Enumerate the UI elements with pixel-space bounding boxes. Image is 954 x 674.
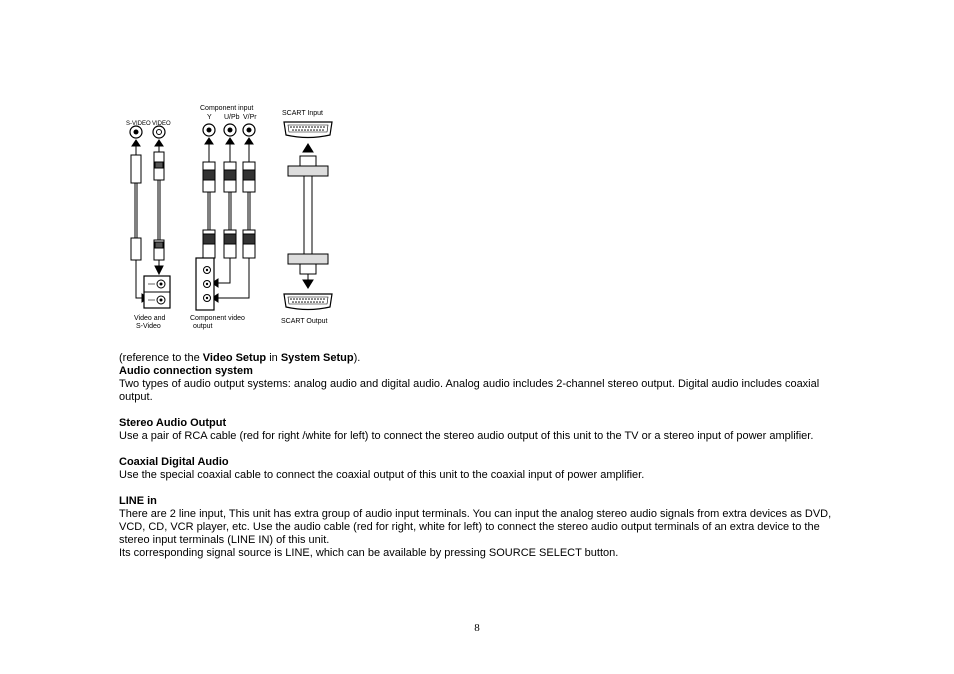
component-pr-jack [243, 124, 255, 136]
svideo-caption: S-Video [136, 323, 161, 330]
system-setup-term: System Setup [280, 352, 354, 364]
component-pr-label: V/Pr [243, 114, 257, 121]
line-in-heading: LINE in [119, 495, 157, 507]
audio-paragraph: Two types of audio output systems: analog audio and digital audio. Analog audio includes 2-channel stereo output. Digital audio includes coaxial output. [119, 378, 820, 403]
reference-suffix: ). [353, 352, 361, 364]
line-in-paragraph: There are 2 line input, This unit has extra group of audio input terminals. You can input the analog stereo audio signals from extra devices as DVD, VCD, CD, VCR player, etc. Use the audio cable (red for right, white for left) to connect the stereo audio output terminals of an extra device to the stereo input terminals (LINE IN) of this unit. [119, 508, 832, 546]
scart-output-connector [284, 294, 332, 310]
coaxial-paragraph: Use the special coaxial cable to connect the coaxial output of this unit to the coaxial input of power amplifier. [119, 469, 645, 481]
video-and-label: Video and [134, 315, 166, 322]
component-video-label: Component video [190, 315, 245, 322]
component-y-label: Y [207, 114, 212, 121]
component-pb-label: U/Pb [224, 114, 240, 121]
scart-input-label: SCART Input [282, 110, 323, 117]
svideo-label: S-VIDEO [126, 121, 151, 127]
component-output-label: output [193, 323, 213, 330]
scart-input-connector [284, 122, 332, 138]
video-cable [154, 140, 164, 274]
scart-output-label: SCART Output [281, 318, 328, 325]
reference-line [119, 352, 839, 365]
stereo-paragraph: Use a pair of RCA cable (red for right /white for left) to connect the stereo audio output of this unit to the TV or a stereo input of power amplifier. [119, 430, 814, 442]
connection-diagram-drawing [118, 100, 358, 340]
video-label: VIDEO [152, 121, 171, 127]
coaxial-heading: Coaxial Digital Audio [119, 456, 229, 468]
component-output-panel [196, 258, 214, 310]
component-y-jack [203, 124, 215, 136]
scart-cable [288, 144, 328, 288]
audio-heading: Audio connection system [119, 365, 253, 377]
reference-prefix: (reference to the [119, 352, 203, 364]
connection-diagram [118, 100, 358, 340]
stereo-heading: Stereo Audio Output [119, 417, 227, 429]
video-output-panel [144, 276, 170, 308]
reference-in: in [266, 352, 281, 364]
component-input-label: Component input [200, 105, 254, 112]
component-pb-jack [224, 124, 236, 136]
video-setup-term: Video Setup [202, 352, 267, 364]
page-number: 8 [474, 622, 480, 634]
body-text [119, 352, 839, 560]
line-source-paragraph: Its corresponding signal source is LINE, which can be available by pressing SOURCE SELECT button. [119, 547, 619, 559]
